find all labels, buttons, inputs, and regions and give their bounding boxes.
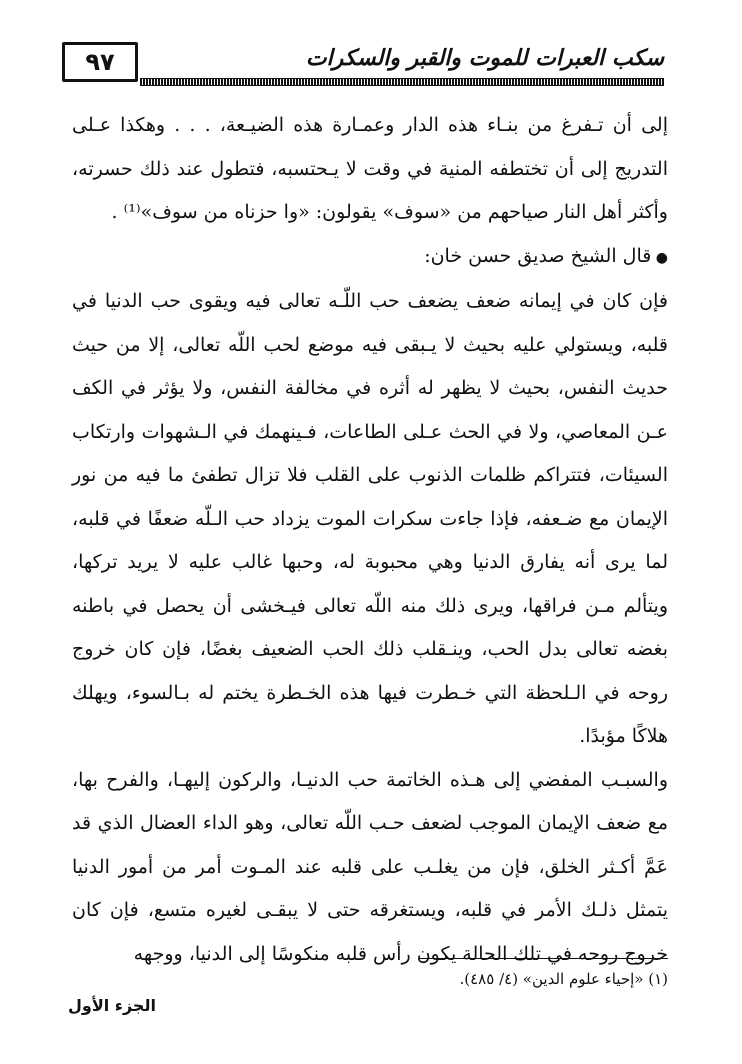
page-header — [62, 42, 664, 90]
paragraph-4: والسبـب المفضي إلى هـذه الخاتمة حب الدنيـا، والركون إليهـا، والفرح بها، مع ضعف الإيمان الموجب لضعف حـب اللّه تعالى، وهو الداء العضال الذي قد عَمَّ أكـثر الخلق، فإن من يغلـب على قلبه عند المـوت أمر من أمور الدنيا يتمثل ذلـك الأمر في قلبه، ويستغرقه حتى لا يبقـى لغيره متسع، فإن كان خروج روحه في تلك الحالة يكون رأس قلبه منكوسًا إلى الدنيا، ووجهه — [72, 768, 668, 965]
paragraph-3: فإن كان في إيمانه ضعف يضعف حب اللّـه تعالى فيه ويقوى حب الدنيا في قلبه، ويستولي عليه بحيث لا يـبقى فيه موضع لحب اللّه تعالى، إلا من حيث حديث النفس، بحيث لا يظهر له أثره في مخالفة النفس، ولا يؤثر في الكف عـن المعاصي، ولا في الحث عـلى الطاعات، فـينهمك في الـشهوات وارتكاب السيئات، فتتراكم ظلمات الذنوب على القلب فلا تزال تطفئ ما فيه من نور الإيمان مع ضـعفه، فإذا جاءت سكرات الموت يزداد حب الـلّه ضعفًا في قلبه، لما يرى أنه يفارق الدنيا وهي محبوبة له، وحبها غالب عليه لا يريد تركها، ويتألم مـن فراقها، ويرى ذلك منه اللّه تعالى فيـخشى أن يحصل في باطنه بغضه تعالى بدل الحب، وينـقلب ذلك الحب الضعيف بغضًا، فإن كان خروج روحه في الـلحظة التي خـطرت فيها هذه الخـطرة يختم له بـالسوء، ويهلك هلاكًا مؤبدًا. — [72, 290, 668, 747]
footnote-separator — [418, 958, 668, 959]
volume-label: الجزء الأول — [68, 996, 156, 1015]
page-number: ٩٧ — [62, 42, 138, 82]
paragraph-1: إلى أن تـفرغ من بنـاء هذه الدار وعمـارة هذه الضيـعة، . . . وهكذا عـلى التدريج إلى أن تختطفه المنية في وقت لا يـحتسبه، فتطول عند ذلك حسرته، وأكثر أهل النار صياحهم من «سوف» يقولون: «وا حزناه من سوف»⁽¹⁾ . — [72, 114, 668, 223]
footnote: (١) «إحياء علوم الدين» (٤/ ٤٨٥). — [459, 970, 668, 988]
paragraph-2-quote-intro — [72, 235, 668, 281]
running-title: سكب العبرات للموت والقبر والسكرات — [305, 46, 664, 71]
header-rule — [140, 78, 664, 86]
quote-intro-text: قال الشيخ صديق حسن خان: — [424, 244, 652, 267]
body-text — [72, 104, 668, 976]
